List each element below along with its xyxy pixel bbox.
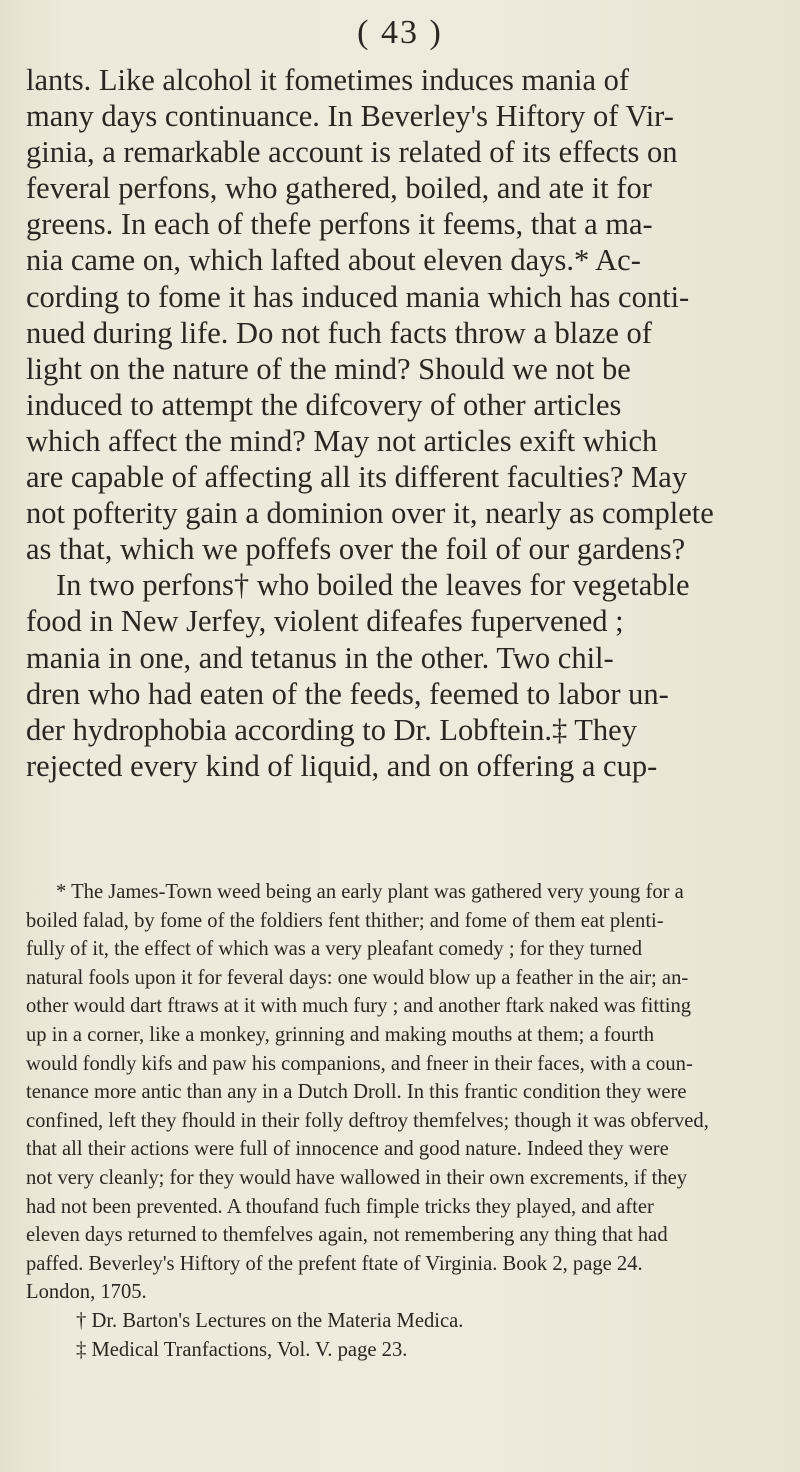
body-line: In two perfons† who boiled the leaves for vegetable bbox=[56, 568, 690, 603]
body-line: which affect the mind? May not articles exift which bbox=[26, 423, 658, 458]
body-line: as that, which we poffefs over the foil of our gardens? bbox=[26, 532, 686, 567]
body-line: light on the nature of the mind? Should we not be bbox=[26, 351, 631, 386]
footnote-line: confined, left they fhould in their folly deftroy themfelves; though it was obferved, bbox=[26, 1109, 709, 1132]
body-line: rejected every kind of liquid, and on offering a cup- bbox=[26, 748, 658, 783]
body-line: mania in one, and tetanus in the other. Two chil- bbox=[26, 640, 614, 675]
body-line: food in New Jerfey, violent difeafes fupervened ; bbox=[26, 604, 624, 639]
body-line: dren who had eaten of the feeds, feemed to labor un- bbox=[26, 676, 669, 711]
footnote-line: paffed. Beverley's Hiftory of the prefent ftate of Virginia. Book 2, page 24. bbox=[26, 1252, 643, 1275]
footnote-line: boiled falad, by fome of the foldiers fent thither; and fome of them eat plenti- bbox=[26, 909, 664, 932]
body-line: induced to attempt the difcovery of other articles bbox=[26, 387, 622, 422]
body-line: ginia, a remarkable account is related of its effects on bbox=[26, 135, 678, 170]
body-line: cording to fome it has induced mania which has conti- bbox=[26, 279, 690, 314]
body-line: lants. Like alcohol it fometimes induces mania of bbox=[26, 63, 630, 97]
footnote-line: tenance more antic than any in a Dutch Droll. In this frantic condition they were bbox=[26, 1081, 687, 1104]
body-line: nued during life. Do not fuch facts throw a blaze of bbox=[26, 315, 652, 350]
body-line: are capable of affecting all its different faculties? May bbox=[26, 460, 688, 495]
footnote-line: eleven days returned to themfelves again, not remembering any thing that had bbox=[26, 1224, 668, 1247]
footnote-line: † Dr. Barton's Lectures on the Materia Medica. bbox=[76, 1309, 464, 1332]
footnote-line: other would dart ftraws at it with much fury ; and another ftark naked was fitting bbox=[26, 995, 692, 1018]
footnote-line: fully of it, the effect of which was a very pleafant comedy ; for they turned bbox=[26, 938, 643, 961]
page-number: ( 43 ) bbox=[357, 14, 443, 51]
footnote-line: would fondly kifs and paw his companions, and fneer in their faces, with a coun- bbox=[26, 1052, 693, 1075]
body-line: many days continuance. In Beverley's Hiftory of Vir- bbox=[26, 99, 674, 134]
body-line: feveral perfons, who gathered, boiled, and ate it for bbox=[26, 171, 652, 206]
footnote-line: * The James-Town weed being an early plant was gathered very young for a bbox=[56, 881, 684, 903]
footnote-line: not very cleanly; for they would have wallowed in their own excrements, if they bbox=[26, 1166, 688, 1189]
body-text bbox=[26, 62, 786, 784]
body-line: der hydrophobia according to Dr. Lobftein.‡ They bbox=[26, 712, 637, 747]
body-line: greens. In each of thefe perfons it feems, that a ma- bbox=[26, 207, 653, 242]
footnotes bbox=[26, 878, 786, 1364]
body-line: not pofterity gain a dominion over it, nearly as complete bbox=[26, 496, 714, 531]
body-line: nia came on, which lafted about eleven days.* Ac- bbox=[26, 243, 641, 278]
footnote-line: up in a corner, like a monkey, grinning and making mouths at them; a fourth bbox=[26, 1023, 655, 1046]
footnote-line: that all their actions were full of innocence and good nature. Indeed they were bbox=[26, 1138, 669, 1161]
footnote-line: had not been prevented. A thoufand fuch fimple tricks they played, and after bbox=[26, 1195, 654, 1218]
footnote-line: London, 1705. bbox=[26, 1281, 147, 1304]
footnote-line: natural fools upon it for feveral days: one would blow up a feather in the air; an- bbox=[26, 966, 689, 989]
footnote-line: ‡ Medical Tranfactions, Vol. V. page 23. bbox=[76, 1338, 408, 1361]
